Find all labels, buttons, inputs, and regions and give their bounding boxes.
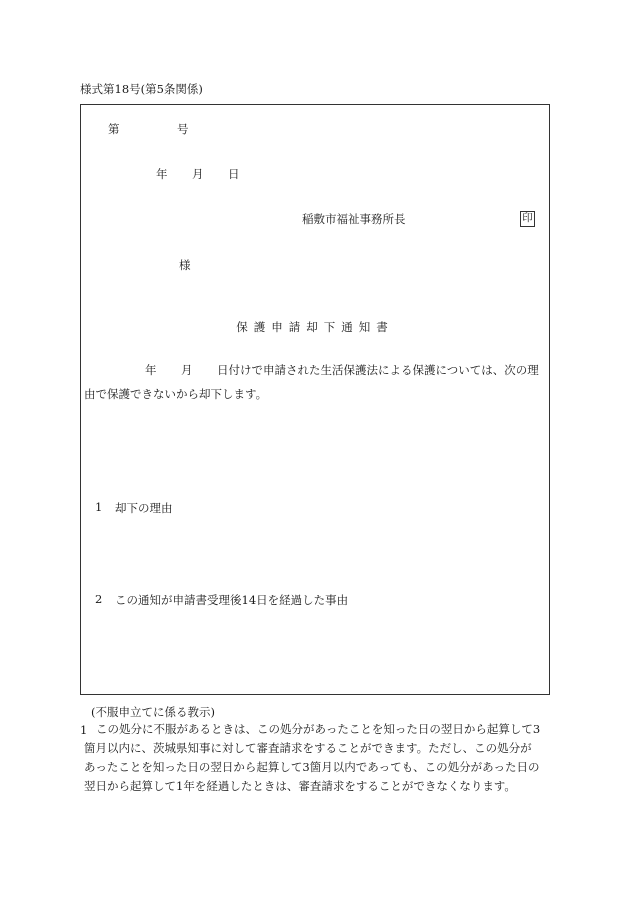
date-month-label: 月 <box>192 167 204 181</box>
body-line-2: 由で保護できないから却下します。 <box>84 387 268 401</box>
document-title: 保護申請却下通知書 <box>236 320 394 334</box>
notice-line-2: 箇月以内に、茨城県知事に対して審査請求をすることができます。ただし、この処分が <box>84 741 532 755</box>
seal-mark <box>520 210 535 227</box>
number-label-dai: 第 <box>108 122 120 136</box>
number-label-go: 号 <box>177 122 189 136</box>
item-number-2: 2 <box>95 592 103 606</box>
notice-line-4: 翌日から起算して1年を経過したときは、審査請求をすることができなくなります。 <box>84 779 516 793</box>
seal-icon: 印 <box>520 211 535 227</box>
date-day-label: 日 <box>228 167 240 181</box>
notice-line-1: この処分に不服があるときは、この処分があったことを知った日の翌日から起算して3 <box>96 722 541 736</box>
notice-number: 1 <box>80 723 88 737</box>
addressee-suffix: 様 <box>179 258 191 272</box>
form-number-header: 様式第18号(第5条関係) <box>80 82 203 96</box>
issuer-name: 稲敷市福祉事務所長 <box>302 212 406 226</box>
body-year-label: 年 <box>145 363 157 377</box>
item-text-delay-reason: この通知が申請書受理後14日を経過した事由 <box>115 593 349 607</box>
body-line-1: 日付けで申請された生活保護法による保護については、次の理 <box>217 363 539 377</box>
date-year-label: 年 <box>156 167 168 181</box>
item-text-rejection-reason: 却下の理由 <box>115 501 173 515</box>
body-month-label: 月 <box>181 363 193 377</box>
notice-heading: (不服申立てに係る教示) <box>91 705 215 719</box>
notice-line-3: あったことを知った日の翌日から起算して3箇月以内であっても、この処分があった日の <box>84 760 540 774</box>
item-number-1: 1 <box>95 500 103 514</box>
